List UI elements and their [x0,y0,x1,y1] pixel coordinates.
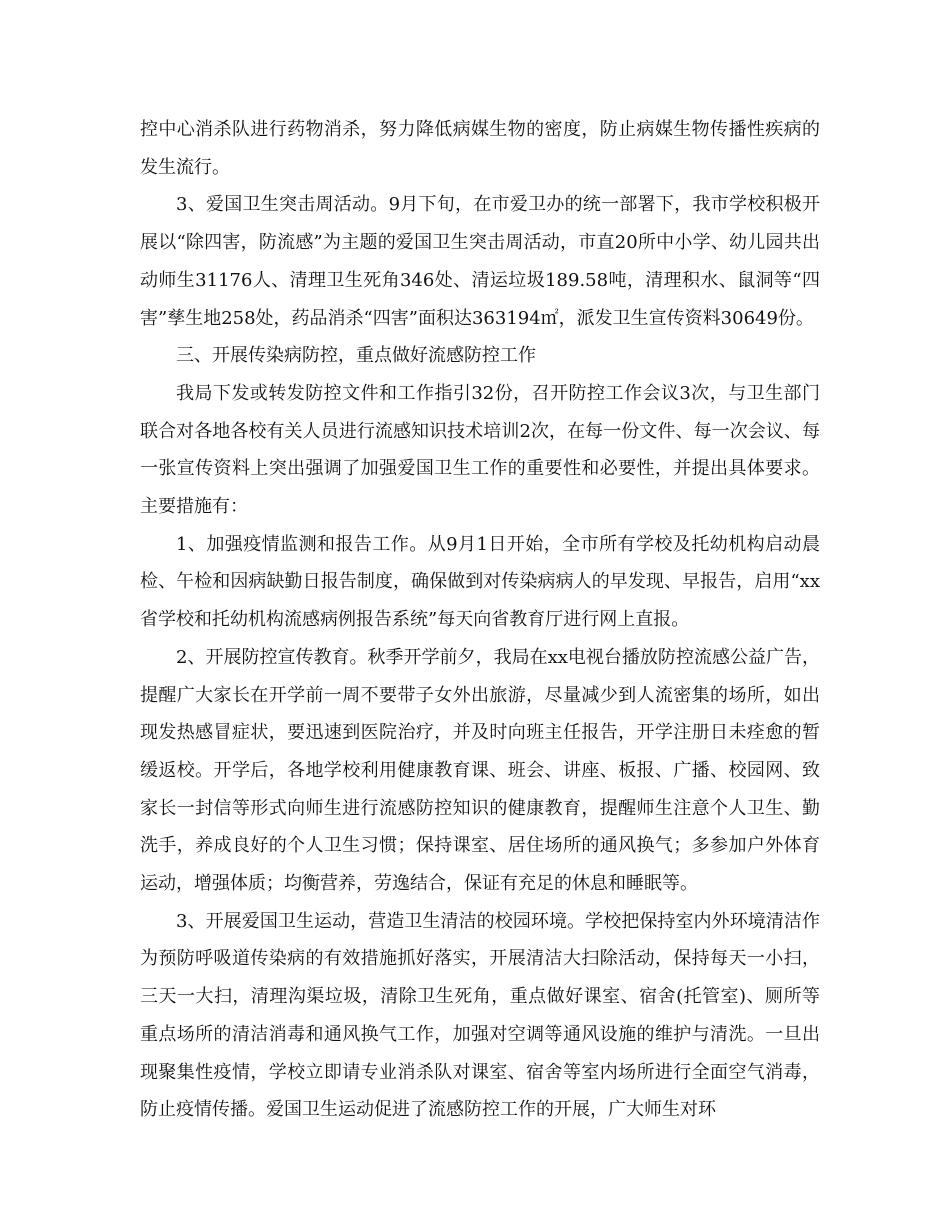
paragraph-continuation: 控中心消杀队进行药物消杀，努力降低病媒生物的密度，防止病媒生物传播性疾病的发生流行。 [140,119,820,178]
paragraph-monitoring-reporting: 1、加强疫情监测和报告工作。从9月1日开始，全市所有学校及托幼机构启动晨检、午检和因病缺勤日报告制度，确保做到对传染病病人的早发现、早报告，启用“xx省学校和托幼机构流感病例报告系统”每天向省教育厅进行网上直报。 [140,533,820,631]
paragraph-patriotic-hygiene-week: 3、爱国卫生突击周活动。9月下旬，在市爱卫办的统一部署下，我市学校积极开展以“除四害，防流感”为主题的爱国卫生突击周活动，市直20所中小学、幼儿园共出动师生31176人、清理卫生死角346处、清运垃圾189.58吨，清理积水、鼠洞等“四害”孳生地258处，药品消杀“四害”面积达363194㎡，派发卫生宣传资料30649份。 [140,194,820,329]
paragraph-hygiene-campaign: 3、开展爱国卫生运动，营造卫生清洁的校园环境。学校把保持室内外环境清洁作为预防呼吸道传染病的有效措施抓好落实，开展清洁大扫除活动，保持每天一小扫，三天一大扫，清理沟渠垃圾，清除卫生死角，重点做好课室、宿舍(托管室)、厕所等重点场所的清洁消毒和通风换气工作，加强对空调等通风设施的维护与清洗。一旦出现聚集性疫情，学校立即请专业消杀队对课室、宿舍等室内场所进行全面空气消毒，防止疫情传播。爱国卫生运动促进了流感防控工作的开展，广大师生对环 [140,910,820,1121]
section-heading-epidemic-control: 三、开展传染病防控，重点做好流感防控工作 [176,345,536,367]
body-text [140,111,820,1129]
paragraph-publicity-education: 2、开展防控宣传教育。秋季开学前夕，我局在xx电视台播放防控流感公益广告，提醒广大家长在开学前一周不要带子女外出旅游，尽量减少到人流密集的场所，如出现发热感冒症状，要迅速到医院治疗，并及时向班主任报告，开学注册日未痊愈的暂缓返校。开学后，各地学校利用健康教育课、班会、讲座、板报、广播、校园网、致家长一封信等形式向师生进行流感防控知识的健康教育，提醒师生注意个人卫生、勤洗手，养成良好的个人卫生习惯；保持课室、居住场所的通风换气；多参加户外体育运动，增强体质；均衡营养，劳逸结合，保证有充足的休息和睡眠等。 [140,646,820,895]
paragraph-prevention-documents: 我局下发或转发防控文件和工作指引32份，召开防控工作会议3次，与卫生部门联合对各地各校有关人员进行流感知识技术培训2次，在每一份文件、每一次会议、每一张宣传资料上突出强调了加强爱国卫生工作的重要性和必要性，并提出具体要求。主要措施有： [140,382,820,518]
